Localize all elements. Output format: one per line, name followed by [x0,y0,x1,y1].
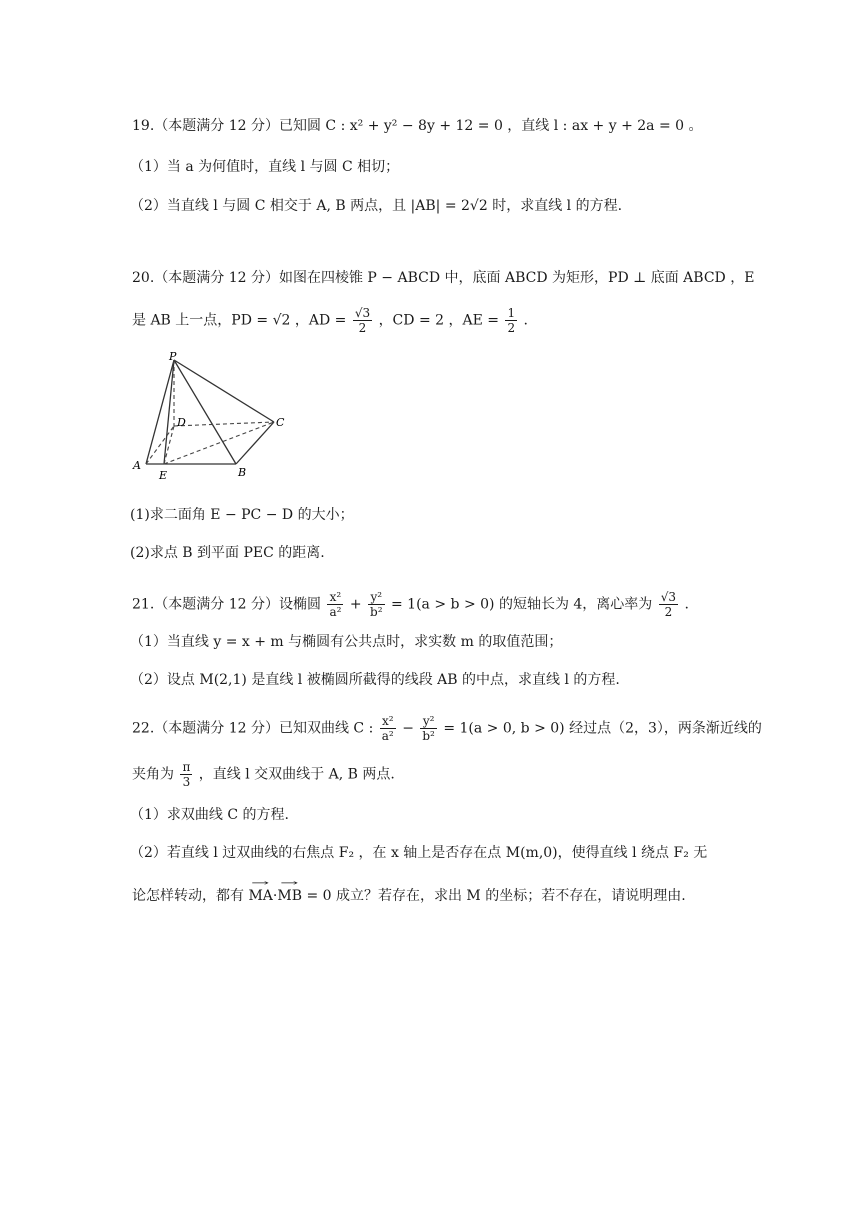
q20-ad-num: √3 [354,306,371,320]
q22-angle-fraction [180,760,192,789]
q20-stem-text3: . [523,312,528,329]
pyramid-figure [128,352,288,482]
label-C: C [276,416,285,429]
q21-frac-y-den: b² [370,605,383,619]
q21-stem-text3: . [684,596,689,613]
q22-frac-x [380,714,396,743]
q22-part2: （2）若直线 l 过双曲线的右焦点 F₂ ，在 x 轴上是否存在点 M(m,0)，使得直线 l 绕点 F₂ 无 [130,845,708,861]
vector-MA: → MA [248,886,272,906]
q21-part1: （1）当直线 y = x + m 与椭圆有公共点时，求实数 m 的取值范围； [130,634,563,650]
q22-line2-text2: ，直线 l 交双曲线于 A, B 两点. [198,766,395,783]
q20-ad-den: 2 [358,321,367,335]
q20-stem-text2: ，CD = 2 ，AE = [378,312,499,329]
q21-frac-x-num: x² [327,590,343,605]
q21-stem [132,590,689,619]
q21-part2: （2）设点 M(2,1) 是直线 l 被椭圆所截得的线段 AB 的中点，求直线 l 的方程. [130,672,620,688]
q20-stem-line1: 20.（本题满分 12 分）如图在四棱锥 P − ABCD 中，底面 ABCD 为矩形，PD ⊥ 底面 ABCD ，E [132,270,755,286]
q20-part1: (1)求二面角 E − PC − D 的大小； [130,507,354,523]
q19-part2: （2）当直线 l 与圆 C 相交于 A, B 两点，且 |AB| = 2√2 时，求直线 l 的方程. [130,198,623,214]
q21-frac-y [368,590,385,619]
edge-PE [164,360,174,464]
q22-frac-y-den: b² [422,729,435,743]
edge-AD [146,426,174,464]
q22-stem-text2: = 1(a > 0, b > 0) 经过点（2，3），两条渐近线的 [443,720,762,737]
q20-stem-line2 [132,306,528,335]
q20-ae-den: 2 [507,321,516,335]
label-A: A [133,459,141,472]
q21-e-num: √3 [660,590,677,604]
q22-frac-y-num: y² [420,714,437,729]
q22-part2-text2: = 0 成立？若存在，求出 M 的坐标；若不存在，请说明理由. [306,888,686,904]
q22-part2-cont [132,886,686,906]
q22-part2-text1: 论怎样转动，都有 [132,888,244,904]
q21-e-den: 2 [664,605,673,619]
q22-angle-den: 3 [182,775,191,789]
edge-DC [174,422,274,426]
q22-frac-y [420,714,437,743]
q22-stem-text1: 22.（本题满分 12 分）已知双曲线 C : [132,720,374,737]
edge-BC [236,422,274,464]
q19-part1: （1）当 a 为何值时，直线 l 与圆 C 相切； [130,159,400,175]
q20-ae-num: 1 [507,306,516,320]
label-P: P [169,352,177,363]
edge-PA [146,360,174,464]
vector-MB: → MB [277,886,302,906]
q22-frac-x-num: x² [380,714,396,729]
q21-frac-y-num: y² [368,590,385,605]
q22-minus: − [402,720,414,737]
pyramid-diagram [128,352,288,482]
q22-dot: · [272,888,278,904]
label-D: D [177,416,186,429]
q21-frac-x [327,590,343,619]
q22-frac-x-den: a² [381,729,394,743]
q22-angle-num: π [182,760,191,774]
q21-stem-text1: 21.（本题满分 12 分）设椭圆 [132,596,321,613]
q22-stem-line2 [132,760,395,789]
edge-PC [174,360,274,422]
q19-stem: 19.（本题满分 12 分）已知圆 C : x² + y² − 8y + 12 = 0 ，直线 l : ax + y + 2a = 0 。 [132,118,703,134]
label-E: E [159,469,168,482]
q20-part2: (2)求点 B 到平面 PEC 的距离. [130,545,325,561]
q20-ae-fraction [505,306,517,335]
label-B: B [238,466,247,479]
q22-part1: （1）求双曲线 C 的方程. [130,807,289,823]
q21-frac-x-den: a² [329,605,342,619]
q21-plus: + [349,596,362,613]
q20-stem-text1: 是 AB 上一点，PD = √2 ，AD = [132,312,347,329]
q21-stem-text2: = 1(a > b > 0) 的短轴长为 4，离心率为 [391,596,653,613]
q22-line2-text1: 夹角为 [132,766,174,783]
q20-ad-fraction [353,306,372,335]
q22-stem [132,714,762,743]
q21-eccentricity-fraction [659,590,678,619]
